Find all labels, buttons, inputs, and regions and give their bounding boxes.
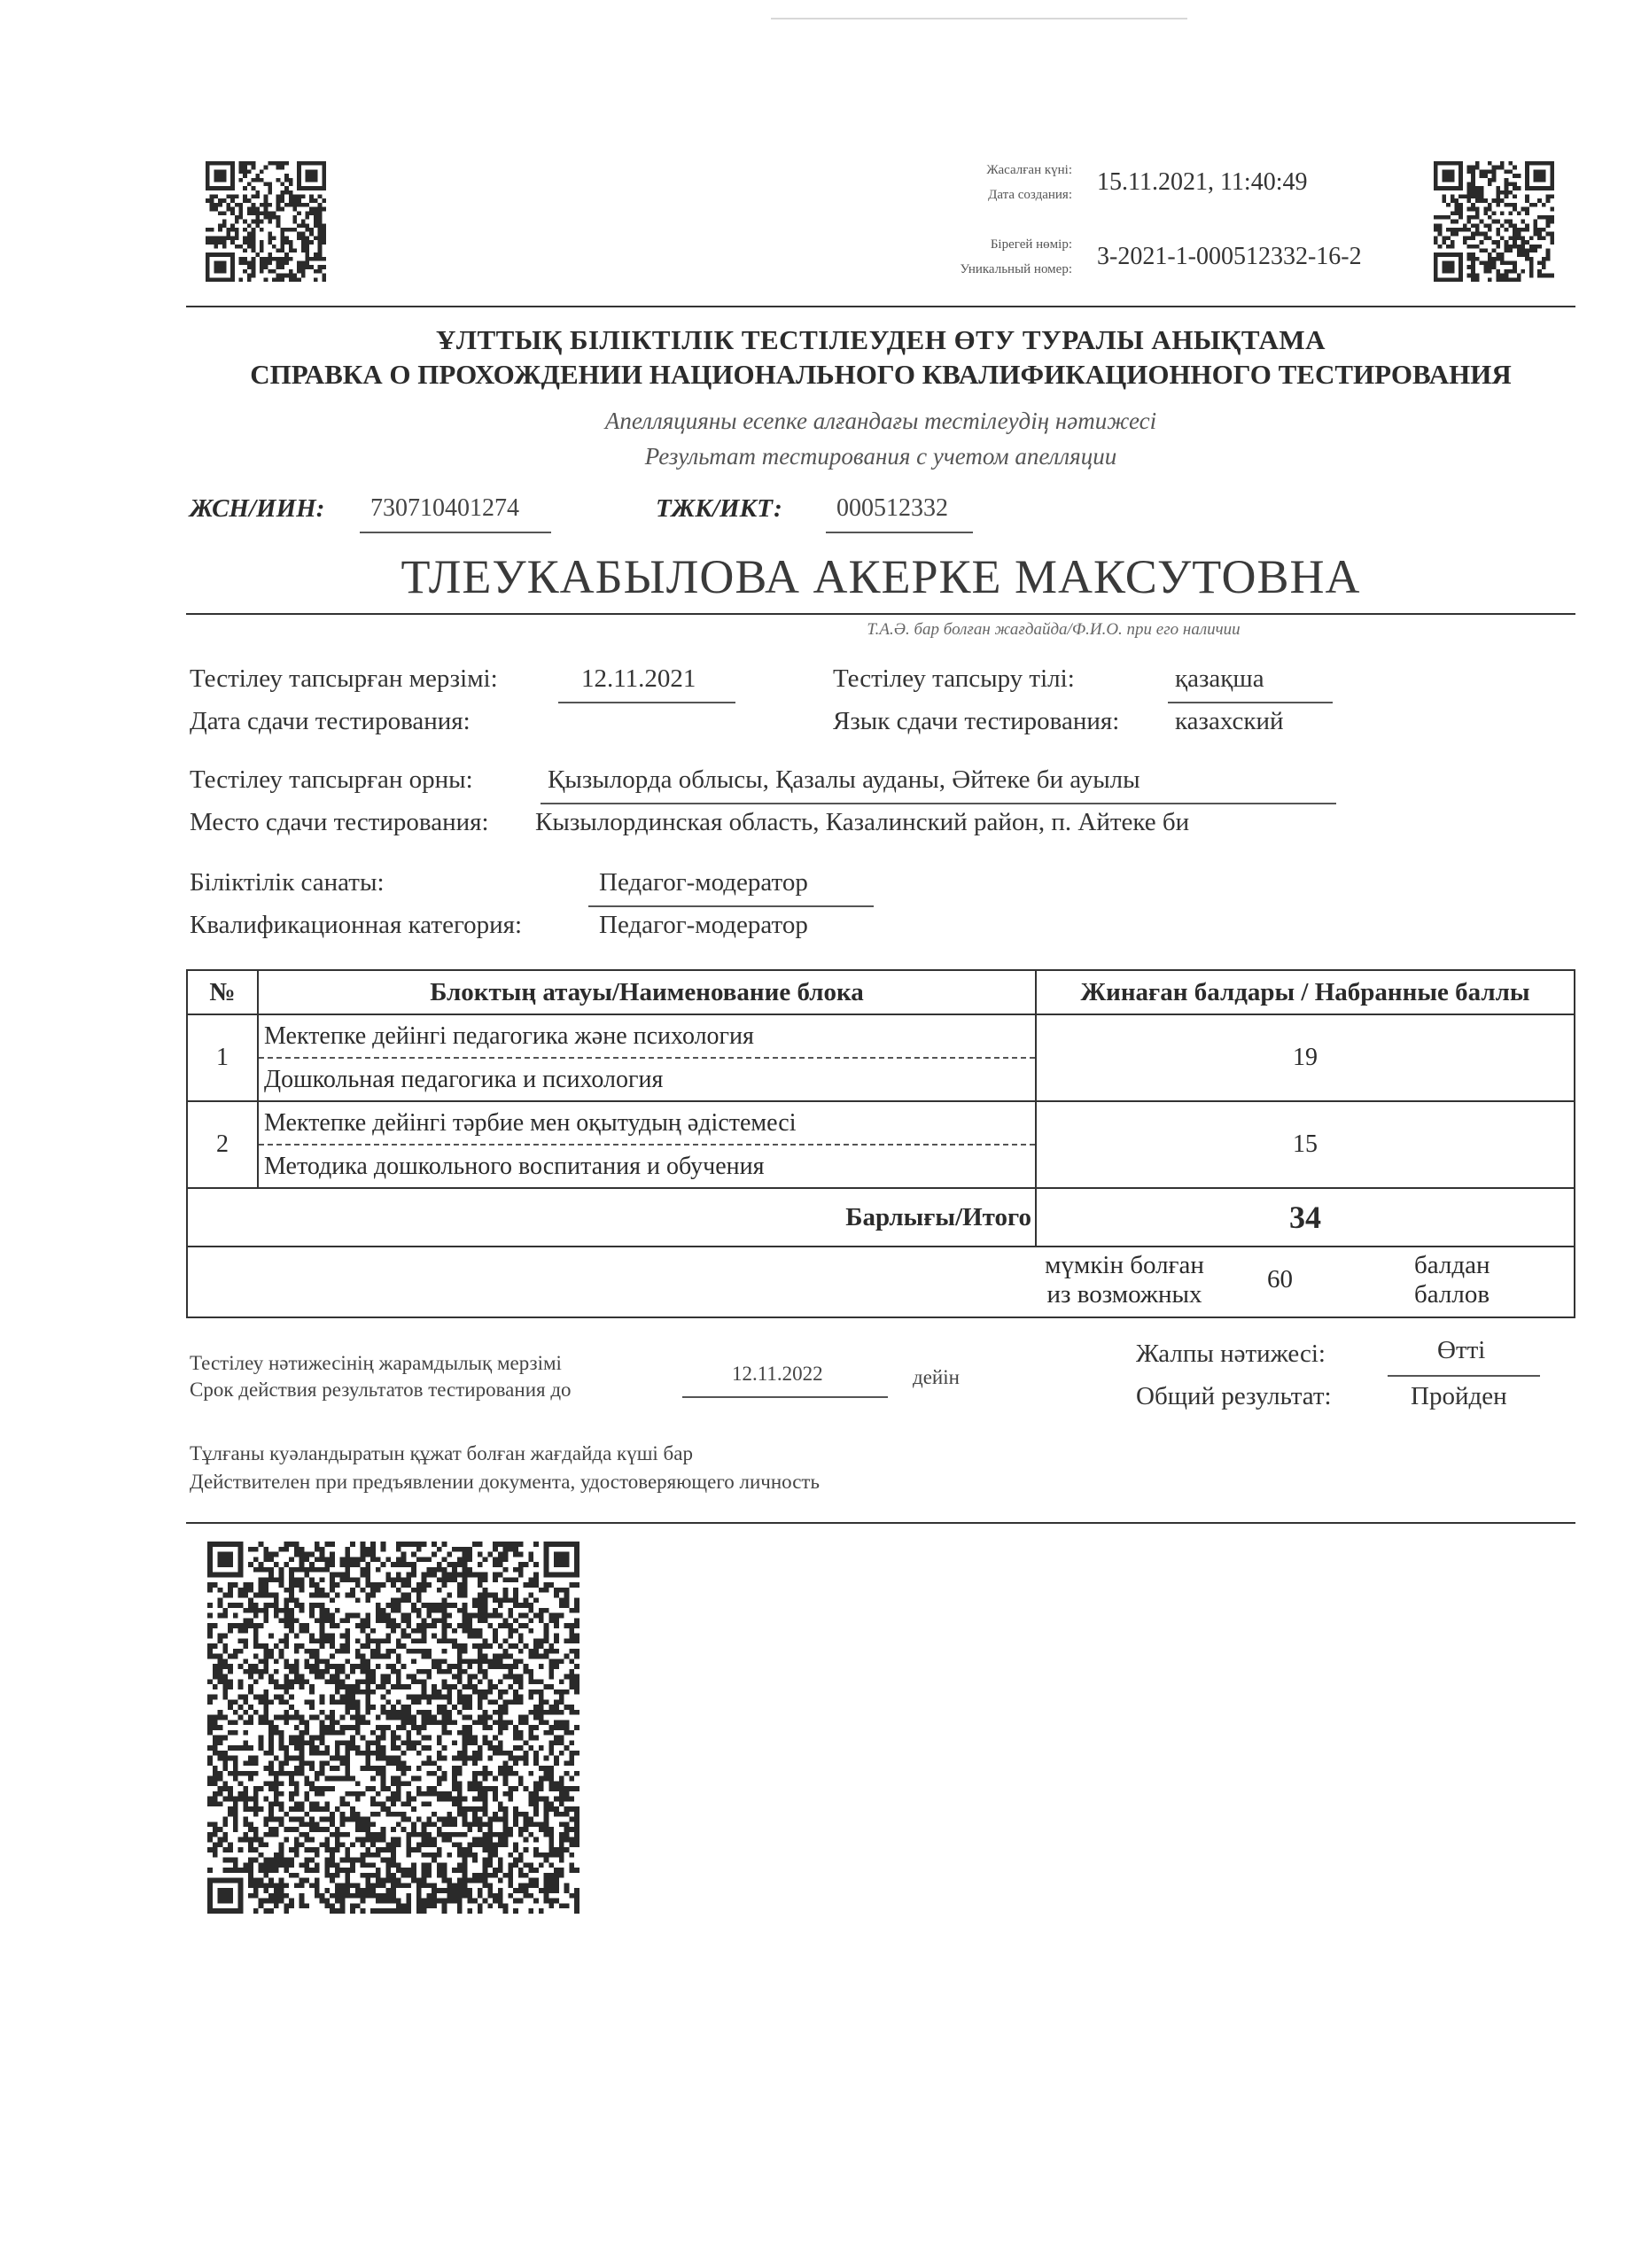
possible-label-ru: из возможных: [1046, 1280, 1202, 1309]
unique-label-ru: Уникальный номер:: [960, 262, 1072, 276]
col-block-header: Блоктың атауы/Наименование блока: [258, 970, 1036, 1014]
underline: [682, 1396, 888, 1398]
possible-label: [1023, 1251, 1226, 1309]
underline: [558, 702, 735, 703]
underline: [541, 803, 1336, 804]
validity-suffix: дейін: [913, 1366, 960, 1388]
validity-label-ru: Срок действия результатов тестирования до: [190, 1379, 572, 1401]
lang-label-ru: Язык сдачи тестирования:: [833, 707, 1120, 735]
divider: [186, 306, 1575, 307]
block-name-ru: Методика дошкольного воспитания и обучения: [264, 1153, 765, 1180]
underline: [588, 905, 874, 907]
total-value: 34: [1036, 1188, 1575, 1247]
date-label-ru: Дата сдачи тестирования:: [190, 707, 471, 735]
qr-code-icon: [207, 1542, 579, 1914]
date-label-kz: Тестілеу тапсырған мерзімі:: [190, 664, 498, 693]
row-score: 15: [1036, 1101, 1575, 1188]
lang-value-kz: қазақша: [1175, 664, 1264, 693]
place-label-ru: Место сдачи тестирования:: [190, 808, 489, 836]
subtitle-ru: Результат тестирования с учетом апелляции: [644, 443, 1117, 470]
place-label-kz: Тестілеу тапсырған орны:: [190, 765, 473, 794]
validity-value: 12.11.2022: [732, 1363, 823, 1385]
created-label-ru: Дата создания:: [988, 188, 1072, 202]
category-value-kz: Педагог-модератор: [599, 868, 808, 897]
row-num: 1: [187, 1014, 258, 1101]
created-label-kz: Жасалған күні:: [986, 163, 1072, 177]
row-block: [258, 1014, 1036, 1101]
result-value-kz: Өтті: [1437, 1336, 1486, 1364]
subtitle-kz: Апелляцияны есепке алғандағы тестілеудің нәтижесі: [604, 408, 1157, 434]
table-row: [187, 1014, 1575, 1101]
lang-value-ru: казахский: [1175, 707, 1284, 735]
iin-value: 730710401274: [370, 494, 519, 522]
divider: [186, 1522, 1575, 1524]
result-label-kz: Жалпы нәтижесі:: [1136, 1340, 1326, 1368]
category-label-ru: Квалификационная категория:: [190, 911, 523, 939]
full-name: ТЛЕУКАБЫЛОВА АКЕРКЕ МАКСУТОВНА: [401, 550, 1361, 603]
possible-row: [187, 1247, 1575, 1317]
block-name-kz: Мектепке дейінгі тәрбие мен оқытудың әдістемесі: [259, 1102, 1035, 1146]
ballov-label: баллов: [1414, 1280, 1490, 1309]
total-row: [187, 1188, 1575, 1247]
lang-label-kz: Тестілеу тапсыру тілі:: [833, 664, 1075, 693]
block-name-kz: Мектепке дейінгі педагогика және психология: [259, 1015, 1035, 1059]
scan-artifact-line: [771, 18, 1187, 19]
possible-label-kz: мүмкін болған: [1045, 1251, 1204, 1279]
unique-value: 3-2021-1-000512332-16-2: [1097, 243, 1362, 270]
validity-label-kz: Тестілеу нәтижесінің жарамдылық мерзімі: [190, 1352, 562, 1374]
footer-note-ru: Действителен при предъявлении документа, удостоверяющего личность: [190, 1471, 820, 1493]
table-row: [187, 1101, 1575, 1188]
category-label-kz: Біліктілік санаты:: [190, 868, 385, 897]
underline: [360, 532, 551, 533]
place-value-ru: Кызылординская область, Казалинский район, п. Айтеке би: [535, 808, 1190, 836]
row-block: [258, 1101, 1036, 1188]
ikt-value: 000512332: [836, 494, 948, 522]
underline: [826, 532, 973, 533]
title-kz: ҰЛТТЫҚ БІЛІКТІЛІК ТЕСТІЛЕУДЕН ӨТУ ТУРАЛЫ АНЫҚТАМА: [435, 324, 1326, 355]
block-name-ru: Дошкольная педагогика и психология: [264, 1066, 664, 1093]
ikt-label: ТЖК/ИКТ:: [656, 494, 782, 523]
underline: [1388, 1375, 1540, 1377]
unique-label-kz: Бірегей нөмір:: [990, 237, 1072, 252]
created-value: 15.11.2021, 11:40:49: [1097, 168, 1308, 196]
category-value-ru: Педагог-модератор: [599, 911, 808, 939]
footer-note-kz: Тұлғаны куәландыратын құжат болған жағдайда күші бар: [190, 1442, 693, 1464]
full-name-caption: Т.А.Ә. бар болған жағдайда/Ф.И.О. при его наличии: [867, 620, 1241, 639]
underline: [1168, 702, 1333, 703]
iin-label: ЖСН/ИИН:: [190, 494, 325, 523]
col-score-header: Жинаған балдары / Набранные баллы: [1036, 970, 1575, 1014]
divider: [186, 613, 1575, 615]
possible-value: 60: [1267, 1265, 1293, 1293]
total-label: Барлығы/Итого: [187, 1188, 1036, 1247]
place-value-kz: Қызылорда облысы, Қазалы ауданы, Әйтеке би ауылы: [548, 765, 1140, 794]
balldan-label: балдан: [1414, 1251, 1490, 1279]
result-value-ru: Пройден: [1411, 1382, 1507, 1410]
qr-code-icon: [206, 161, 326, 282]
col-num-header: №: [187, 970, 258, 1014]
result-label-ru: Общий результат:: [1136, 1382, 1332, 1410]
row-score: 19: [1036, 1014, 1575, 1101]
possible-cell: [187, 1247, 1575, 1317]
date-value: 12.11.2021: [581, 664, 696, 693]
points-word: [1414, 1251, 1490, 1309]
scores-table: [186, 969, 1575, 1318]
row-num: 2: [187, 1101, 258, 1188]
qr-code-icon: [1434, 161, 1554, 282]
title-ru: СПРАВКА О ПРОХОЖДЕНИИ НАЦИОНАЛЬНОГО КВАЛИФИКАЦИОННОГО ТЕСТИРОВАНИЯ: [250, 359, 1512, 390]
